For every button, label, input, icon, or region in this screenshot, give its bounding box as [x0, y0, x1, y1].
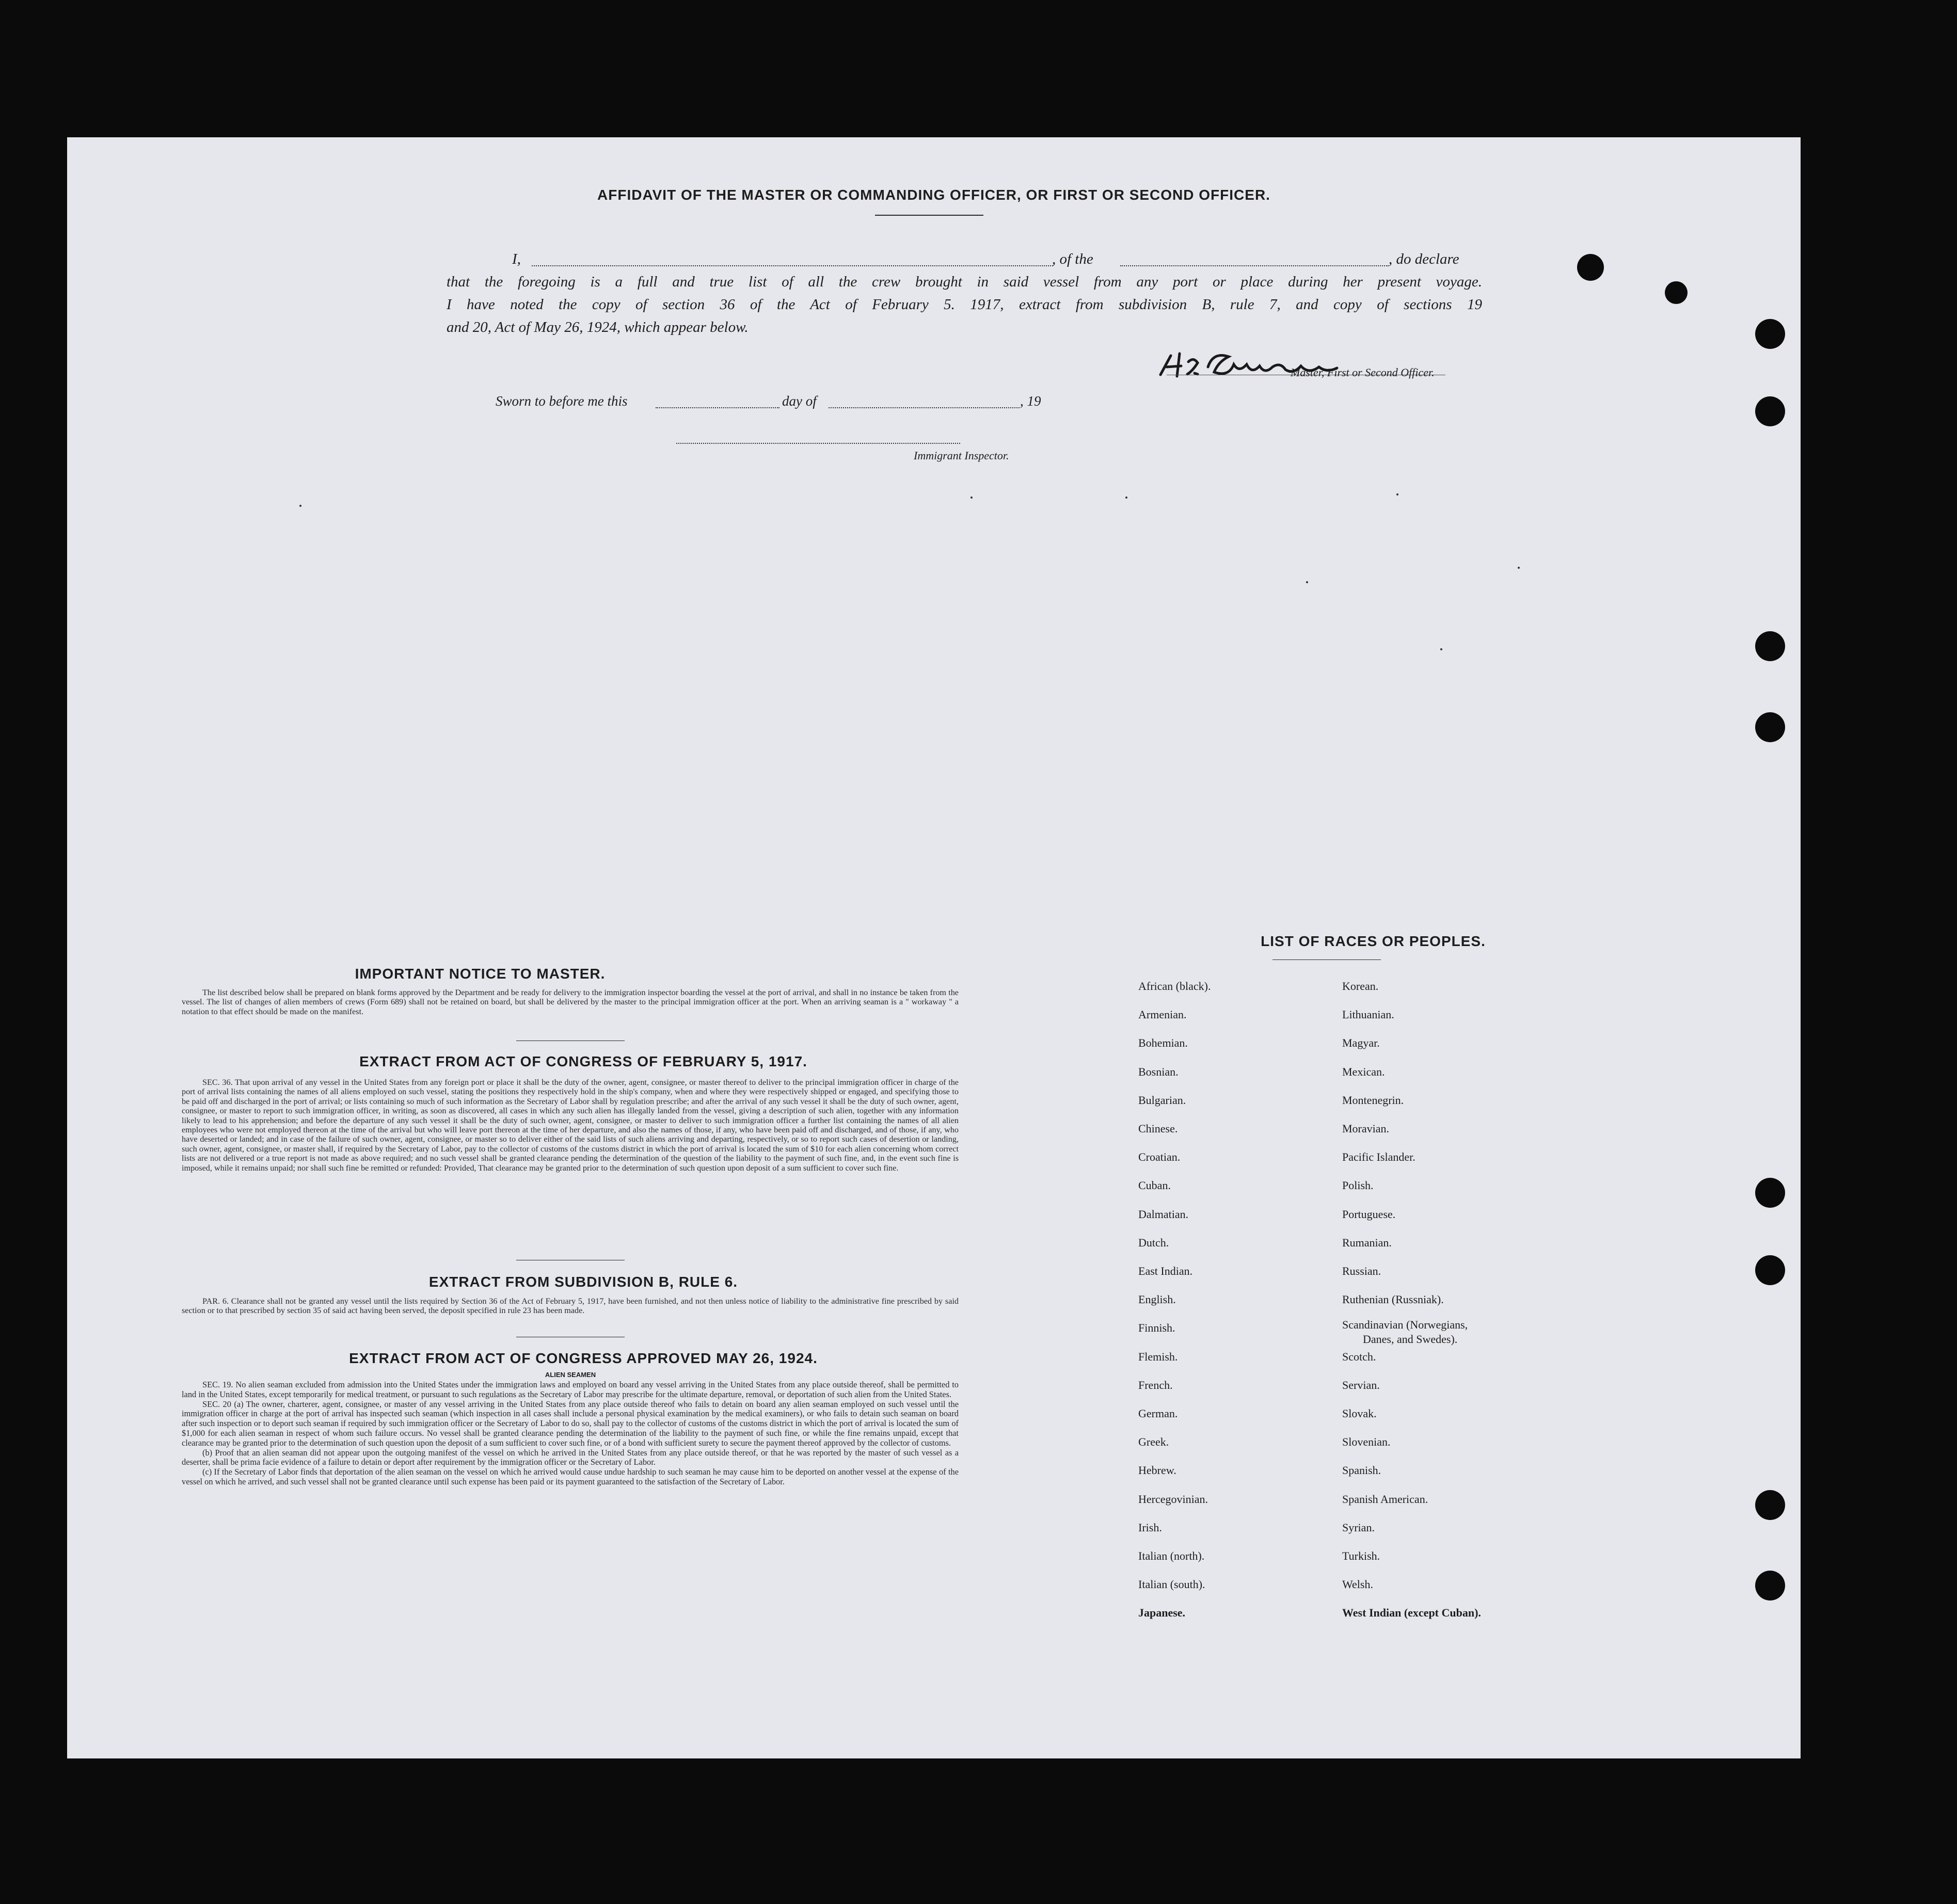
extract-1924-body	[182, 1380, 959, 1487]
notice-title: IMPORTANT NOTICE TO MASTER.	[355, 966, 606, 982]
race-right-item: Welsh.	[1342, 1578, 1373, 1591]
extract-1924-subtitle: ALIEN SEAMEN	[545, 1371, 596, 1379]
race-right-item: Slovak.	[1342, 1407, 1377, 1420]
race-right-item: Lithuanian.	[1342, 1008, 1394, 1021]
race-scandinavian-continued: Danes, and Swedes).	[1363, 1333, 1458, 1346]
race-left-item: Chinese.	[1138, 1122, 1178, 1135]
extract-rule6-title: EXTRACT FROM SUBDIVISION B, RULE 6.	[428, 1274, 738, 1290]
race-left-item: Irish.	[1138, 1521, 1162, 1534]
sec-20a-paragraph: SEC. 20 (a) The owner, charterer, agent, consignee, or master of any vessel arriving in the United States from any place outside thereof who fails to detain on board any alien seaman employed on such vessel until the immigration officer in charge at the port of arrival has inspected such seaman (which inspection in all cases shall include a personal physical examination by the medical examiners), or who fails to detain such seaman on board after such inspection or to deport such seaman if required by such immigration officer or the Secretary of Labor to do so, shall pay to the collector of customs of the customs district in which the port of arrival is located the sum of $1,000 for each alien seaman in respect of whom such failure occurs. No vessel shall be granted clearance pending the determination of the liability to the payment of such fine, or while the fine remains unpaid, except that clearance may be granted prior to the determination of such question upon the deposit of a sum sufficient to cover such fine, or of a bond with sufficient surety to secure the payment thereof approved by the collector of customs.	[182, 1399, 959, 1448]
sec-20c-paragraph: (c) If the Secretary of Labor finds that deportation of the alien seaman on the vessel on which he arrived would cause undue hardship to such seaman he may cause him to be deported on another vessel at the expense of the vessel on which he arrived, and such vessel shall not be granted clearance until such expense has been paid or its payment guaranteed to the satisfaction of the Secretary of Labor.	[182, 1467, 959, 1486]
scan-speck	[970, 497, 973, 499]
race-left-item: Dutch.	[1138, 1236, 1169, 1249]
race-left-item: Greek.	[1138, 1435, 1169, 1449]
affidavit-i: I,	[512, 251, 521, 267]
document-page	[67, 137, 1801, 1758]
punch-hole	[1755, 712, 1785, 742]
races-divider	[1272, 959, 1381, 960]
race-left-item: Bulgarian.	[1138, 1093, 1186, 1107]
race-right-item: Russian.	[1342, 1265, 1381, 1277]
extract-1924-title: EXTRACT FROM ACT OF CONGRESS APPROVED MAY 26, 1924.	[349, 1350, 818, 1366]
notice-body	[182, 988, 959, 1016]
sworn-prefix: Sworn to before me this	[496, 393, 628, 409]
race-right-item: Mexican.	[1342, 1065, 1385, 1078]
sec-20b-paragraph: (b) Proof that an alien seaman did not appear upon the outgoing manifest of the vessel on which he arrived in the United States from any place outside thereof, or that he was reported by the master of such vessel as a deserter, shall be prima facie evidence of a failure to detain or deport after requirement by the immigration officer or the Secretary of Labor.	[182, 1447, 959, 1467]
race-left-item: Bohemian.	[1138, 1036, 1188, 1050]
sworn-year: , 19	[1020, 393, 1041, 409]
race-right-item: Scandinavian (Norwegians,	[1342, 1318, 1468, 1332]
scan-speck	[1125, 497, 1127, 499]
sworn-day-of: day of	[782, 393, 817, 409]
race-right-item: Korean.	[1342, 980, 1379, 993]
punch-hole	[1755, 319, 1785, 349]
extract-1917-text: SEC. 36. That upon arrival of any vessel in the United States from any foreign port or place it shall be the duty of the owner, agent, consignee, or master thereof to deliver to the principal immigration officer in charge of the port of arrival lists containing the names of all aliens employed on such vessel, stating the positions they respectively hold in the ship's company, when and where they were respectively shipped or engaged, and specifying those to be paid off and discharged in the port of arrival; or lists containing so much of such information as the Secretary of Labor shall by regulation prescribe; and after the arrival of any such vessel it shall be the duty of such owner, agent, consignee, or master to report to such immigration officer, in writing, as soon as discovered, all cases in which any such alien has illegally landed from the vessel, giving a description of such alien, together with any information likely to lead to his apprehension; and before the departure of any such vessel it shall be the duty of such owner, agent, consignee, or master to deliver to such immigration officer a further list containing the names of all alien employees who were not employed thereon at the time of the arrival but who will leave port thereon at the time of her departure, and also the names of those, if any, who have been paid off and discharged, and of those, if any, who have deserted or landed; and in case of the failure of such owner, agent, consignee, or master so to deliver either of the said lists of such aliens arriving and departing, respectively, or so to report such cases of desertion or landing, such owner, agent, consignee, or master shall, if required by the Secretary of Labor, pay to the collector of customs of the customs district in which the port of arrival is located the sum of $10 for each alien concerning whom correct lists are not delivered or a true report is not made as above required; and no such vessel shall be granted clearance pending the determination of the question of the liability to the payment of such fine, and, in the event such fine is imposed, while it remains unpaid; nor shall such fine be remitted or refunded: Provided, That clearance may be granted prior to the determination of such question upon deposit of a sum sufficient to cover such fine.	[182, 1078, 959, 1173]
race-right-item: Spanish.	[1342, 1464, 1381, 1477]
affidavit-declare: , do declare	[1389, 251, 1459, 267]
race-left-item: Cuban.	[1138, 1179, 1171, 1192]
signature-caption: Master, First or Second Officer.	[1291, 366, 1435, 379]
race-left-item: Italian (north).	[1138, 1549, 1205, 1562]
punch-hole	[1755, 1490, 1785, 1520]
scan-speck	[1396, 493, 1398, 495]
inspector-signature-line[interactable]	[676, 443, 960, 444]
punch-hole	[1755, 396, 1785, 426]
race-right-item: Rumanian.	[1342, 1236, 1392, 1249]
sworn-day-line[interactable]	[656, 407, 779, 408]
race-right-item: Spanish American.	[1342, 1492, 1428, 1506]
vessel-name-line[interactable]	[1120, 265, 1389, 266]
race-left-item: Armenian.	[1138, 1008, 1187, 1021]
race-right-item: Moravian.	[1342, 1122, 1390, 1135]
race-left-item: Bosnian.	[1138, 1065, 1179, 1078]
scan-speck	[1518, 567, 1520, 569]
title-underline	[875, 215, 983, 216]
race-left-item: French.	[1138, 1378, 1173, 1391]
scan-speck	[1440, 648, 1442, 650]
race-right-item: Montenegrin.	[1342, 1093, 1404, 1107]
punch-hole	[1755, 1178, 1785, 1208]
race-left-item: Hercegovinian.	[1138, 1492, 1208, 1506]
race-left-item: Japanese.	[1138, 1606, 1186, 1620]
race-right-item: Polish.	[1342, 1179, 1374, 1192]
extract-rule6-text: PAR. 6. Clearance shall not be granted any vessel until the lists required by Section 36 of the Act of February 5, 1917, have been furnished, and not then unless notice of liability to the administrative fine prescribed by said section or to that prescribed by section 35 of said act having been served, the deposit specified in rule 23 has been made.	[182, 1297, 959, 1316]
scan-speck	[1306, 581, 1308, 583]
affidavit-line-2: that the foregoing is a full and true list of all the crew brought in said vessel from any port or place during her present voyage.	[447, 274, 1482, 290]
sworn-month-line[interactable]	[829, 407, 1020, 408]
punch-hole	[1755, 1255, 1785, 1285]
punch-hole	[1755, 1571, 1785, 1601]
race-right-item: Portuguese.	[1342, 1207, 1396, 1221]
race-right-item: Scotch.	[1342, 1350, 1376, 1363]
affidavit-of-the: , of the	[1052, 251, 1093, 267]
race-left-item: German.	[1138, 1407, 1178, 1420]
notice-text: The list described below shall be prepared on blank forms approved by the Department and be ready for delivery to the immigration inspector boarding the vessel at the port of arrival, and shall in no instance be taken from the vessel. The list of changes of alien members of crews (Form 689) shall not be retained on board, but shall be delivered by the master to the principal immigration officer at the port. When an arriving seaman is a " workaway " a notation to that effect should be made on the manifest.	[182, 988, 959, 1016]
race-left-item: English.	[1138, 1293, 1176, 1306]
punch-hole	[1755, 631, 1785, 661]
race-right-item: Magyar.	[1342, 1036, 1380, 1050]
race-left-item: Dalmatian.	[1138, 1207, 1189, 1221]
affidavit-line-4: and 20, Act of May 26, 1924, which appear below.	[447, 319, 749, 335]
extract-1917-body	[182, 1078, 959, 1173]
extract-rule6-body	[182, 1297, 959, 1316]
affidavit-title: AFFIDAVIT OF THE MASTER OR COMMANDING OFFICER, OR FIRST OR SECOND OFFICER.	[597, 187, 1270, 203]
race-left-item: African (black).	[1138, 980, 1211, 993]
race-left-item: Flemish.	[1138, 1350, 1178, 1363]
race-right-item: Servian.	[1342, 1378, 1380, 1391]
affidavit-line-3: I have noted the copy of section 36 of the Act of February 5. 1917, extract from subdivision B, rule 7, and copy of sections 19	[447, 296, 1482, 313]
extract-1917-title: EXTRACT FROM ACT OF CONGRESS OF FEBRUARY 5, 1917.	[359, 1053, 807, 1069]
inspector-caption: Immigrant Inspector.	[914, 449, 1009, 462]
race-left-item: Finnish.	[1138, 1321, 1175, 1335]
races-title: LIST OF RACES OR PEOPLES.	[1261, 933, 1486, 949]
race-left-item: Croatian.	[1138, 1150, 1181, 1164]
race-right-item: Syrian.	[1342, 1521, 1375, 1534]
race-left-item: East Indian.	[1138, 1265, 1193, 1277]
race-right-item: Pacific Islander.	[1342, 1150, 1415, 1164]
race-right-item: Ruthenian (Russniak).	[1342, 1293, 1444, 1306]
race-right-item: Slovenian.	[1342, 1435, 1391, 1449]
race-left-item: Italian (south).	[1138, 1578, 1205, 1591]
scan-speck	[299, 505, 301, 507]
punch-hole	[1577, 254, 1604, 281]
race-right-item: Turkish.	[1342, 1549, 1380, 1562]
race-right-item: West Indian (except Cuban).	[1342, 1606, 1481, 1620]
punch-hole	[1665, 281, 1688, 304]
sec-19-paragraph: SEC. 19. No alien seaman excluded from admission into the United States under the immigration laws and employed on board any vessel arriving in the United States from any place outside thereof, shall be permitted to land in the United States, except temporarily for medical treatment, or pursuant to such regulations as the Secretary of Labor may prescribe for the ultimate departure, removal, or deportation of such alien from the United States.	[182, 1380, 959, 1399]
officer-name-line[interactable]	[532, 265, 1053, 266]
race-left-item: Hebrew.	[1138, 1464, 1176, 1477]
